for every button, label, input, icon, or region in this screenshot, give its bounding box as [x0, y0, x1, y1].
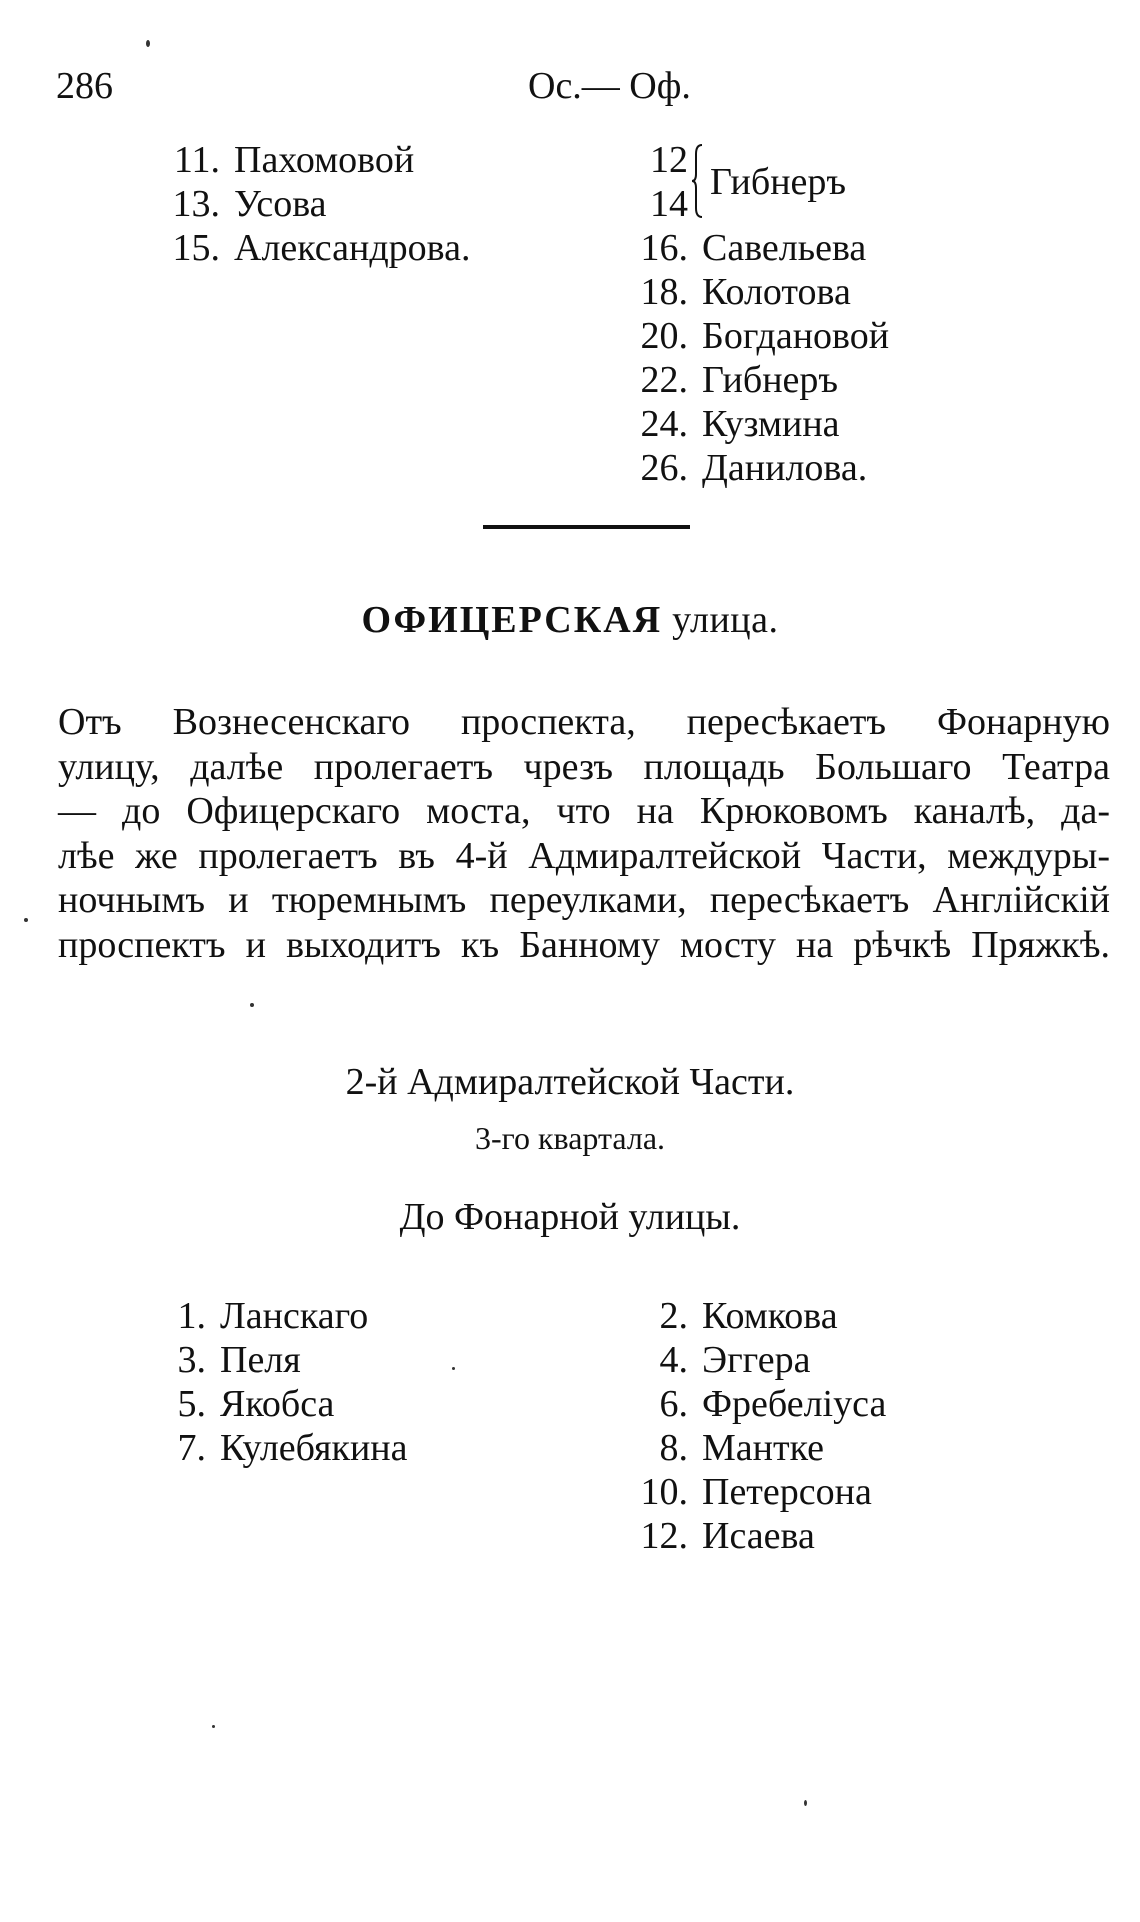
description-line: Отъ Вознесенскаго проспекта, пересѣкаетъ Фонарную	[58, 701, 1110, 743]
owner-name: Гибнеръ	[702, 359, 839, 401]
description-line: лѣе же пролегаетъ въ 4-й Адмиралтейской Части, междуры-	[58, 834, 1110, 877]
street-type: улица.	[672, 599, 779, 641]
list-item	[620, 1382, 886, 1426]
owner-name: Кулебякина	[220, 1427, 408, 1469]
house-number: 26.	[640, 447, 688, 489]
list-item	[620, 1338, 886, 1382]
print-speck	[146, 40, 150, 47]
page-number: 286	[56, 65, 113, 107]
owner-name: Петерсона	[702, 1471, 872, 1513]
owner-name: Колотова	[702, 271, 851, 313]
list-item	[620, 226, 889, 270]
list-item	[160, 1426, 408, 1470]
street-title	[0, 598, 1140, 642]
house-list-top-left	[162, 138, 470, 270]
list-item	[620, 1294, 886, 1338]
description-line: — до Офицерскаго моста, что на Крюковомъ каналѣ, да-	[58, 790, 1110, 832]
curly-brace-icon	[692, 144, 704, 218]
list-item	[620, 1426, 886, 1470]
house-number: 4.	[659, 1339, 688, 1381]
house-list-bottom-left	[160, 1294, 408, 1470]
list-item	[162, 182, 470, 226]
owner-name: Пахомовой	[234, 139, 415, 181]
list-item	[620, 358, 889, 402]
owner-name: Исаева	[702, 1515, 815, 1557]
description-line: проспектъ и выходитъ къ Банному мосту на рѣчкѣ Пряжкѣ.	[58, 923, 1110, 966]
print-speck	[24, 918, 28, 922]
owner-name: Александрова.	[234, 227, 471, 269]
list-item	[620, 1470, 886, 1514]
house-number: 10.	[640, 1471, 688, 1513]
owner-name: Эггера	[702, 1339, 811, 1381]
owner-name: Комкова	[702, 1295, 838, 1337]
house-number: 12.	[640, 1515, 688, 1557]
house-list-bottom-right	[620, 1294, 886, 1558]
list-item	[620, 446, 889, 490]
print-speck	[452, 1367, 455, 1370]
house-number: 6.	[659, 1383, 688, 1425]
print-speck	[212, 1725, 215, 1728]
print-speck	[250, 1003, 254, 1007]
house-number: 24.	[640, 403, 688, 445]
description-line: улицу, далѣе пролегаетъ чрезъ площадь Большаго Театра	[58, 745, 1110, 788]
owner-name: Кузмина	[702, 403, 840, 445]
list-item	[620, 314, 889, 358]
list-item-braced	[620, 138, 889, 226]
owner-name: Мантке	[702, 1427, 824, 1469]
house-number: 16.	[640, 227, 688, 269]
owner-name: Усова	[234, 183, 327, 225]
list-item	[620, 1514, 886, 1558]
section-divider	[483, 525, 690, 529]
list-item	[620, 270, 889, 314]
house-number: 5.	[177, 1383, 206, 1425]
owner-name: Гибнеръ	[710, 161, 847, 203]
house-number: 15.	[172, 227, 220, 269]
house-number: 8.	[659, 1427, 688, 1469]
running-head: Ос.— Оф.	[528, 65, 691, 107]
owner-name: Пеля	[220, 1339, 301, 1381]
house-number: 1.	[177, 1295, 206, 1337]
list-item	[162, 226, 470, 270]
owner-name: Савельева	[702, 227, 867, 269]
owner-name: Якобса	[220, 1383, 335, 1425]
list-item	[160, 1382, 408, 1426]
owner-name: Фребеліуса	[702, 1383, 887, 1425]
house-number: 2.	[659, 1295, 688, 1337]
street-description	[58, 700, 1110, 967]
list-item	[162, 138, 470, 182]
house-number: 18.	[640, 271, 688, 313]
owner-name: Данилова.	[702, 447, 868, 489]
list-item	[160, 1294, 408, 1338]
street-name: ОФИЦЕРСКАЯ	[361, 599, 663, 641]
section-part-heading: 2-й Адмиралтейской Части.	[345, 1061, 795, 1103]
list-item	[160, 1338, 408, 1382]
house-number: 20.	[640, 315, 688, 357]
section-until-heading: До Фонарной улицы.	[399, 1196, 741, 1238]
house-number: 14	[650, 183, 688, 225]
description-line: ночнымъ и тюремнымъ переулками, пересѣкаетъ Англійскій	[58, 879, 1110, 921]
house-number: 11.	[173, 139, 220, 181]
print-speck	[804, 1800, 807, 1806]
house-number: 3.	[177, 1339, 206, 1381]
house-number: 22.	[640, 359, 688, 401]
house-number: 12	[650, 139, 688, 181]
list-item	[620, 402, 889, 446]
house-list-top-right	[620, 138, 889, 490]
section-quarter-heading: 3-го квартала.	[474, 1120, 666, 1156]
owner-name: Богдановой	[702, 315, 890, 357]
house-number: 13.	[172, 183, 220, 225]
house-number: 7.	[177, 1427, 206, 1469]
owner-name: Ланскаго	[220, 1295, 369, 1337]
